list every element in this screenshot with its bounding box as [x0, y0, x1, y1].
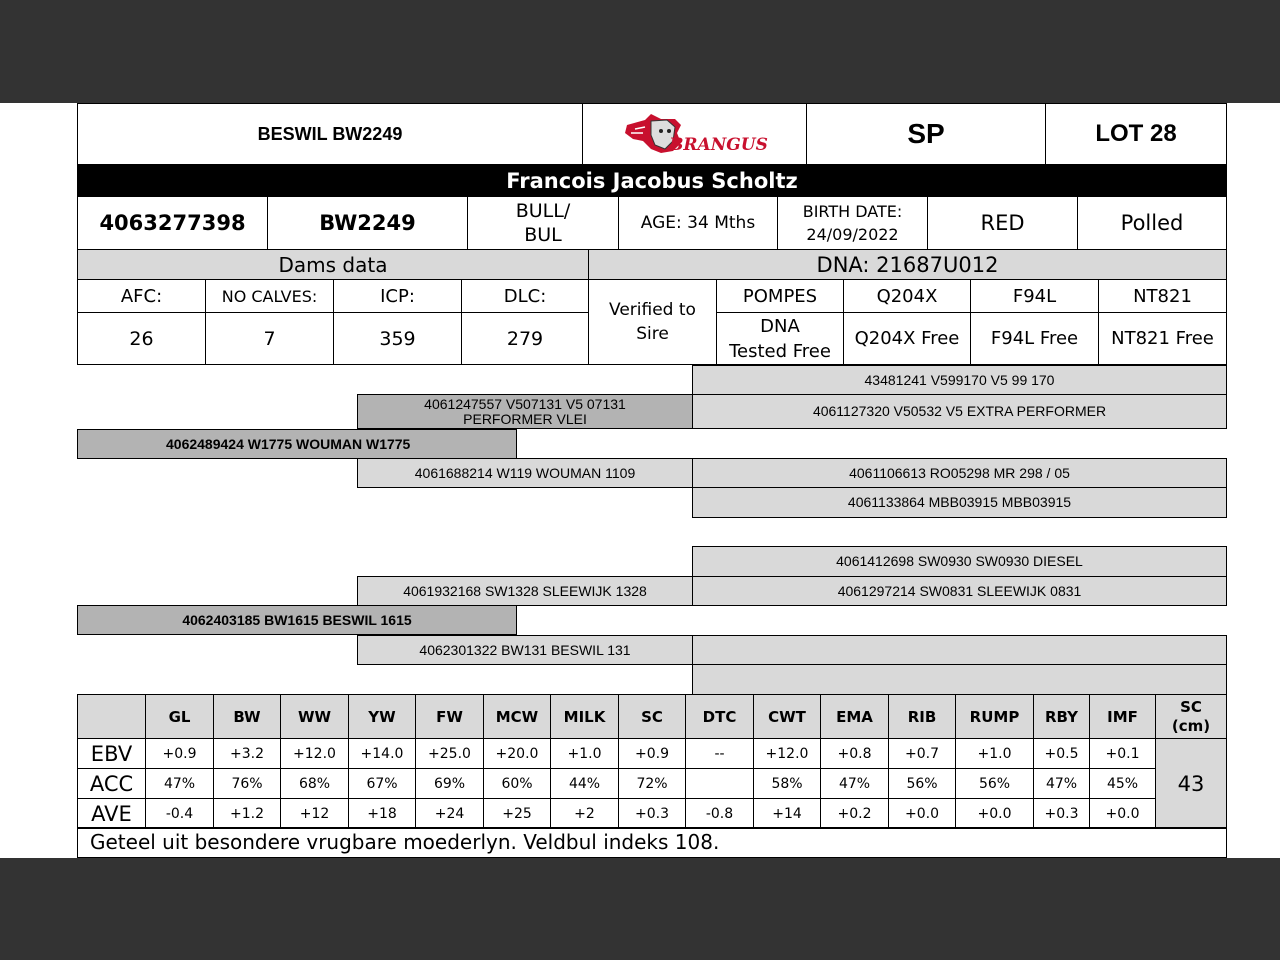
ebv-cell: +18	[349, 799, 416, 829]
f94l-header: F94L	[970, 279, 1099, 313]
ebv-header-row	[78, 695, 1227, 739]
afc-value: 26	[77, 312, 206, 365]
horn-status: Polled	[1077, 196, 1227, 250]
brangus-logo	[582, 103, 807, 165]
ebv-cell: +12	[281, 799, 349, 829]
pedigree-dss: 4061412698 SW0930 SW0930 DIESEL	[692, 546, 1227, 577]
ebv-row-ebv	[78, 739, 1227, 769]
row-label: EBV	[78, 739, 146, 769]
col-bw: BW	[214, 695, 281, 739]
ebv-cell: -0.4	[146, 799, 214, 829]
ebv-cell: +0.8	[821, 739, 889, 769]
birth-date-label: BIRTH DATE:	[802, 202, 903, 221]
ebv-cell: +0.0	[889, 799, 956, 829]
col-sc-cm	[1156, 695, 1227, 739]
sire-sire-line2: PERFORMER VLEI	[463, 410, 587, 427]
col-cwt: CWT	[754, 695, 821, 739]
ebv-corner	[78, 695, 146, 739]
ebv-cell: 60%	[484, 769, 551, 799]
colour: RED	[927, 196, 1078, 250]
pedigree-dam-dam: 4062301322 BW131 BESWIL 131	[357, 635, 693, 665]
ebv-cell: 47%	[1034, 769, 1090, 799]
ebv-row-ave	[78, 799, 1227, 829]
afc-header: AFC:	[77, 279, 206, 313]
ebv-cell: 76%	[214, 769, 281, 799]
ebv-cell: 47%	[146, 769, 214, 799]
pedigree-ddd	[692, 664, 1227, 695]
verified-line2: Sire	[636, 324, 669, 344]
ebv-cell: 69%	[416, 769, 484, 799]
row-label: ACC	[78, 769, 146, 799]
sc-cm-line1: SC	[1180, 697, 1202, 716]
pedigree-dds	[692, 635, 1227, 665]
comment: Geteel uit besondere vrugbare moederlyn. Veldbul indeks 108.	[77, 827, 1227, 858]
ebv-cell: +0.0	[956, 799, 1034, 829]
verified-line1: Verified to	[609, 300, 696, 320]
no-calves-header: NO CALVES:	[205, 279, 334, 313]
col-rump: RUMP	[956, 695, 1034, 739]
ebv-cell: 67%	[349, 769, 416, 799]
pedigree-sss: 43481241 V599170 V5 99 170	[692, 365, 1227, 395]
ebv-cell: +0.2	[821, 799, 889, 829]
ebv-cell: +14	[754, 799, 821, 829]
pedigree-dam-sire: 4061932168 SW1328 SLEEWIJK 1328	[357, 576, 693, 606]
breeder-name: Francois Jacobus Scholtz	[77, 165, 1227, 196]
pedigree-sire: 4062489424 W1775 WOUMAN W1775	[77, 429, 517, 459]
ebv-cell: 68%	[281, 769, 349, 799]
ebv-row-acc	[78, 769, 1227, 799]
icp-value: 359	[333, 312, 462, 365]
dna-title: DNA: 21687U012	[588, 249, 1227, 280]
ebv-cell: +24	[416, 799, 484, 829]
ebv-cell	[686, 769, 754, 799]
pedigree-dsd: 4061297214 SW0831 SLEEWIJK 0831	[692, 576, 1227, 606]
col-sc: SC	[619, 695, 686, 739]
ebv-cell: +1.2	[214, 799, 281, 829]
q204x-header: Q204X	[843, 279, 971, 313]
col-rby: RBY	[1034, 695, 1090, 739]
ebv-cell: +1.0	[956, 739, 1034, 769]
pompes-value	[716, 312, 844, 365]
ebv-cell: +25	[484, 799, 551, 829]
sex-line2: BUL	[524, 224, 562, 246]
ebv-cell: +0.5	[1034, 739, 1090, 769]
col-dtc: DTC	[686, 695, 754, 739]
icp-header: ICP:	[333, 279, 462, 313]
ebv-cell: +3.2	[214, 739, 281, 769]
col-fw: FW	[416, 695, 484, 739]
col-mcw: MCW	[484, 695, 551, 739]
ebv-cell: +0.3	[619, 799, 686, 829]
pedigree-sire-dam: 4061688214 W119 WOUMAN 1109	[357, 458, 693, 488]
ebv-cell: +25.0	[416, 739, 484, 769]
ebv-cell: +12.0	[754, 739, 821, 769]
col-gl: GL	[146, 695, 214, 739]
ebv-cell: +12.0	[281, 739, 349, 769]
pompes-line1: DNA	[760, 315, 800, 337]
col-yw: YW	[349, 695, 416, 739]
birth-date: 24/09/2022	[806, 225, 899, 244]
dlc-header: DLC:	[461, 279, 589, 313]
sc-cm-value: 43	[1156, 739, 1227, 829]
pedigree-sds: 4061106613 RO05298 MR 298 / 05	[692, 458, 1227, 488]
ebv-cell: +0.9	[619, 739, 686, 769]
ebv-cell: +1.0	[551, 739, 619, 769]
ebv-cell: -0.8	[686, 799, 754, 829]
age: AGE: 34 Mths	[618, 196, 778, 250]
birth-date-cell	[777, 196, 928, 250]
col-imf: IMF	[1090, 695, 1156, 739]
lot-sheet	[0, 103, 1280, 858]
ebv-cell: +0.1	[1090, 739, 1156, 769]
sire-sire-line1: 4061247557 V507131 V5 07131	[424, 395, 626, 412]
lot-number: LOT 28	[1045, 103, 1227, 165]
no-calves-value: 7	[205, 312, 334, 365]
ebv-cell: 56%	[889, 769, 956, 799]
sc-cm-line2: (cm)	[1171, 716, 1211, 735]
ebv-table	[77, 694, 1227, 829]
logo-wordmark: BRANGUS	[669, 135, 768, 155]
col-milk: MILK	[551, 695, 619, 739]
f94l-value: F94L Free	[970, 312, 1099, 365]
ebv-cell: +2	[551, 799, 619, 829]
ebv-cell: +0.9	[146, 739, 214, 769]
ebv-cell: +0.3	[1034, 799, 1090, 829]
ebv-cell: --	[686, 739, 754, 769]
ebv-cell: 56%	[956, 769, 1034, 799]
sex-line1: BULL/	[515, 200, 571, 222]
grade-label: SP	[806, 103, 1046, 165]
ebv-cell: 47%	[821, 769, 889, 799]
verified-to-sire	[588, 279, 717, 365]
pedigree-dam: 4062403185 BW1615 BESWIL 1615	[77, 605, 517, 635]
col-rib: RIB	[889, 695, 956, 739]
nt821-header: NT821	[1098, 279, 1227, 313]
ebv-cell: +14.0	[349, 739, 416, 769]
ebv-cell: 45%	[1090, 769, 1156, 799]
tag-number: BW2249	[267, 196, 468, 250]
ebv-cell: +20.0	[484, 739, 551, 769]
dams-data-title: Dams data	[77, 249, 589, 280]
dlc-value: 279	[461, 312, 589, 365]
ebv-cell: 44%	[551, 769, 619, 799]
pedigree-sire-sire	[357, 394, 693, 429]
col-ww: WW	[281, 695, 349, 739]
animal-name: BESWIL BW2249	[77, 103, 583, 165]
pompes-line2: Tested Free	[729, 340, 831, 362]
pedigree-sdd: 4061133864 MBB03915 MBB03915	[692, 487, 1227, 518]
ebv-cell: +0.0	[1090, 799, 1156, 829]
ebv-cell: 58%	[754, 769, 821, 799]
ebv-cell: 72%	[619, 769, 686, 799]
pedigree-ssd: 4061127320 V50532 V5 EXTRA PERFORMER	[692, 394, 1227, 429]
registration-number: 4063277398	[77, 196, 268, 250]
pompes-header: POMPES	[716, 279, 844, 313]
nt821-value: NT821 Free	[1098, 312, 1227, 365]
ebv-cell: +0.7	[889, 739, 956, 769]
col-ema: EMA	[821, 695, 889, 739]
sex-cell	[467, 196, 619, 250]
q204x-value: Q204X Free	[843, 312, 971, 365]
row-label: AVE	[78, 799, 146, 829]
